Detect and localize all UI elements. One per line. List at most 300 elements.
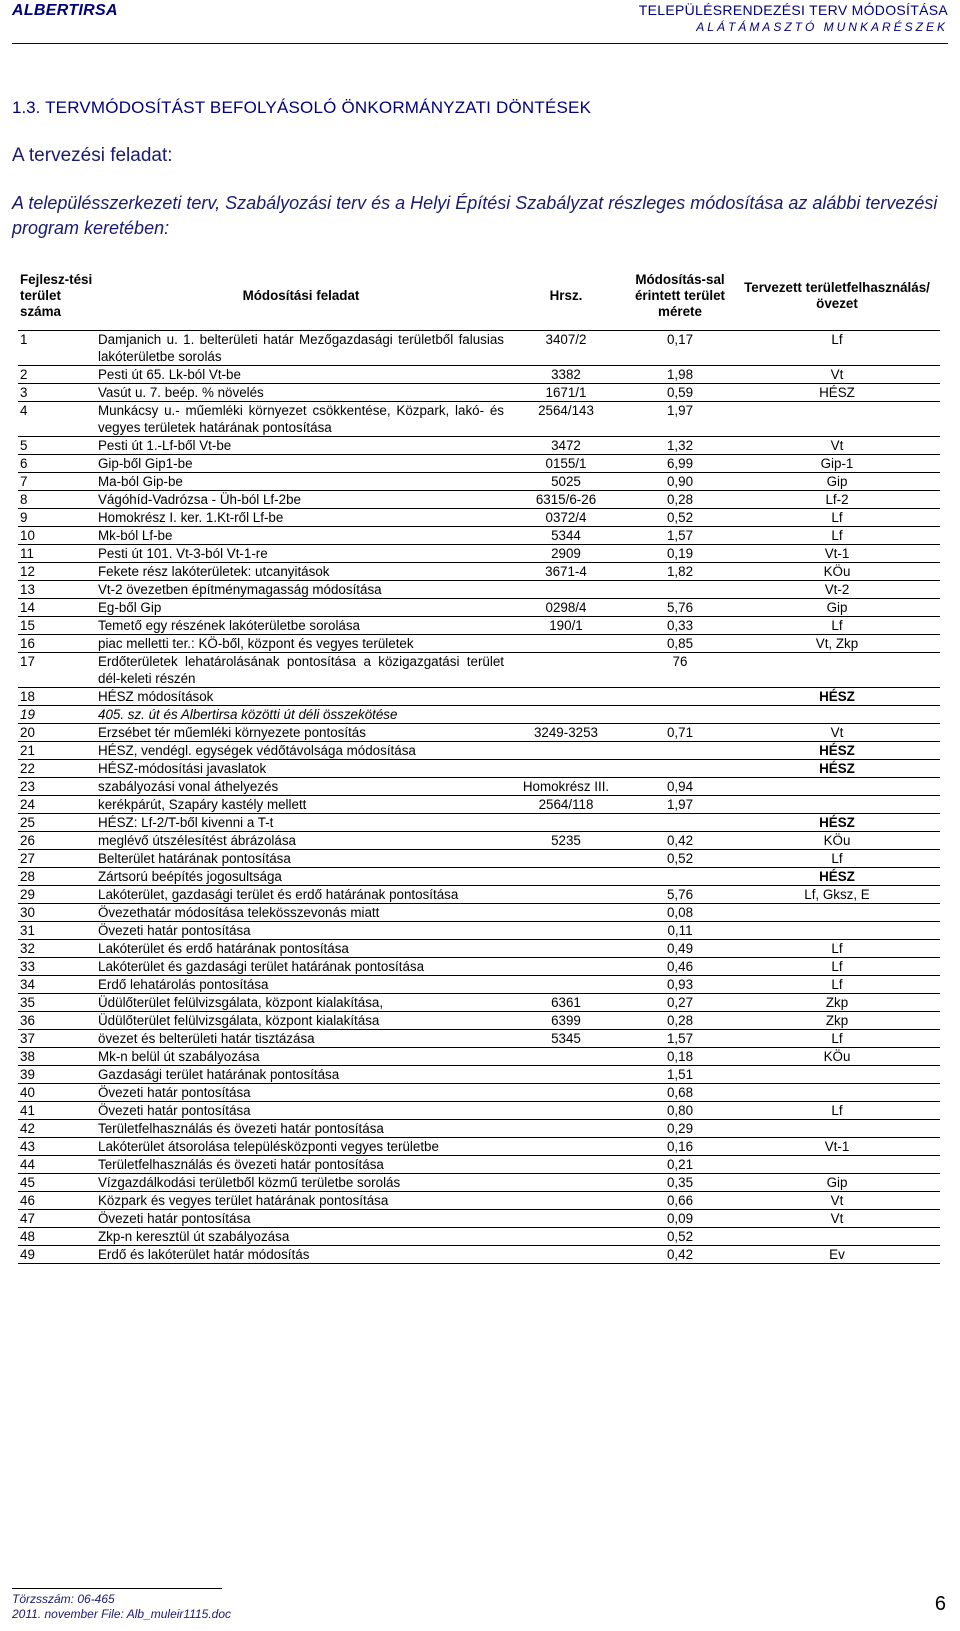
cell-hrsz xyxy=(506,1192,626,1210)
cell-hrsz xyxy=(506,976,626,994)
cell-area: 0,27 xyxy=(626,994,734,1012)
cell-task: Lakóterület, gazdasági terület és erdő határának pontosítása xyxy=(96,886,506,904)
cell-area: 0,52 xyxy=(626,1228,734,1246)
cell-landuse xyxy=(734,706,940,724)
cell-landuse: Lf-2 xyxy=(734,491,940,509)
cell-area: 1,97 xyxy=(626,796,734,814)
cell-task: Üdülőterület felülvizsgálata, központ kialakítása xyxy=(96,1012,506,1030)
cell-number: 49 xyxy=(18,1246,96,1264)
cell-area: 0,85 xyxy=(626,635,734,653)
page-number: 6 xyxy=(934,1593,946,1615)
cell-task: Erdőterületek lehatárolásának pontosítása a közigazgatási terület dél-keleti részén xyxy=(98,654,504,686)
cell-hrsz: 5235 xyxy=(506,832,626,850)
cell-task: Lakóterület és gazdasági terület határának pontosítása xyxy=(96,958,506,976)
cell-landuse: Lf xyxy=(734,617,940,635)
cell-number: 39 xyxy=(18,1066,96,1084)
cell-number: 1 xyxy=(18,331,96,366)
cell-number: 19 xyxy=(18,706,96,724)
table-row xyxy=(18,1048,940,1066)
cell-hrsz: 1671/1 xyxy=(506,384,626,402)
table-row xyxy=(18,545,940,563)
table-row xyxy=(18,1102,940,1120)
cell-number: 11 xyxy=(18,545,96,563)
cell-number: 12 xyxy=(18,563,96,581)
cell-task: 405. sz. út és Albertirsa közötti út déli összekötése xyxy=(96,706,506,724)
cell-area xyxy=(626,742,734,760)
cell-task: Erzsébet tér műemléki környezete pontosítás xyxy=(96,724,506,742)
cell-number: 42 xyxy=(18,1120,96,1138)
cell-area: 1,57 xyxy=(626,1030,734,1048)
cell-landuse: Lf xyxy=(734,976,940,994)
cell-task: Munkácsy u.- műemléki környezet csökkentése, Közpark, lakó- és vegyes területek határának pontosítása xyxy=(98,403,504,435)
cell-area: 0,52 xyxy=(626,850,734,868)
table-row xyxy=(18,366,940,384)
cell-task: Gazdasági terület határának pontosítása xyxy=(96,1066,506,1084)
cell-task: Erdő lehatárolás pontosítása xyxy=(96,976,506,994)
footer-divider xyxy=(12,1588,222,1589)
cell-number: 33 xyxy=(18,958,96,976)
cell-task: Mk-ból Lf-be xyxy=(96,527,506,545)
table-row xyxy=(18,1012,940,1030)
cell-landuse: Lf, Gksz, E xyxy=(734,886,940,904)
cell-number: 21 xyxy=(18,742,96,760)
cell-hrsz xyxy=(506,850,626,868)
cell-number: 24 xyxy=(18,796,96,814)
cell-landuse: HÉSZ xyxy=(734,814,940,832)
cell-landuse xyxy=(734,1120,940,1138)
cell-landuse: Ev xyxy=(734,1246,940,1264)
cell-landuse: Gip xyxy=(734,473,940,491)
cell-number: 46 xyxy=(18,1192,96,1210)
cell-area: 0,11 xyxy=(626,922,734,940)
cell-area: 0,68 xyxy=(626,1084,734,1102)
table-row xyxy=(18,706,940,724)
cell-landuse xyxy=(734,904,940,922)
cell-landuse xyxy=(734,653,940,688)
cell-hrsz: 190/1 xyxy=(506,617,626,635)
section-heading xyxy=(12,98,591,118)
table-header-row xyxy=(18,262,940,331)
cell-number: 36 xyxy=(18,1012,96,1030)
cell-hrsz: 3407/2 xyxy=(506,331,626,366)
cell-landuse: HÉSZ xyxy=(734,384,940,402)
cell-number: 44 xyxy=(18,1156,96,1174)
col-header-hrsz: Hrsz. xyxy=(506,262,626,331)
cell-task: Területfelhasználás és övezeti határ pontosítása xyxy=(96,1120,506,1138)
cell-landuse: Vt-1 xyxy=(734,1138,940,1156)
cell-task: Vágóhíd-Vadrózsa - Üh-ból Lf-2be xyxy=(96,491,506,509)
section-title: TERVMÓDOSÍTÁST BEFOLYÁSOLÓ ÖNKORMÁNYZATI DÖNTÉSEK xyxy=(45,98,592,117)
cell-area: 1,98 xyxy=(626,366,734,384)
cell-landuse: Vt xyxy=(734,437,940,455)
cell-landuse: Zkp xyxy=(734,994,940,1012)
cell-hrsz: 6399 xyxy=(506,1012,626,1030)
footer-registry-number: Törzsszám: 06-465 xyxy=(12,1592,115,1606)
cell-landuse: Lf xyxy=(734,331,940,366)
cell-area: 0,21 xyxy=(626,1156,734,1174)
cell-landuse xyxy=(734,1228,940,1246)
cell-hrsz: 6361 xyxy=(506,994,626,1012)
cell-number: 10 xyxy=(18,527,96,545)
table-row xyxy=(18,1246,940,1264)
cell-task: Vízgazdálkodási területből közmű területbe sorolás xyxy=(96,1174,506,1192)
cell-landuse: KÖu xyxy=(734,832,940,850)
cell-landuse: Vt xyxy=(734,724,940,742)
cell-landuse: Lf xyxy=(734,940,940,958)
cell-landuse: KÖu xyxy=(734,1048,940,1066)
cell-task: Fekete rész lakóterületek: utcanyitások xyxy=(96,563,506,581)
cell-number: 6 xyxy=(18,455,96,473)
cell-landuse: Lf xyxy=(734,1030,940,1048)
cell-area: 1,32 xyxy=(626,437,734,455)
cell-task: HÉSZ módosítások xyxy=(96,688,506,706)
footer-file-info: 2011. november File: Alb_muleir1115.doc xyxy=(12,1607,232,1621)
cell-hrsz: 3249-3253 xyxy=(506,724,626,742)
cell-task: Damjanich u. 1. belterületi határ Mezőgazdasági területből falusias lakóterületbe sorolás xyxy=(98,332,504,364)
cell-area: 0,17 xyxy=(626,331,734,366)
cell-hrsz xyxy=(506,958,626,976)
cell-area: 5,76 xyxy=(626,599,734,617)
cell-number: 48 xyxy=(18,1228,96,1246)
cell-hrsz xyxy=(506,814,626,832)
table-row xyxy=(18,868,940,886)
cell-hrsz xyxy=(506,760,626,778)
cell-hrsz xyxy=(506,904,626,922)
table-row xyxy=(18,832,940,850)
table-row xyxy=(18,796,940,814)
cell-hrsz: 2909 xyxy=(506,545,626,563)
cell-hrsz xyxy=(506,581,626,599)
table-row xyxy=(18,437,940,455)
cell-area: 0,33 xyxy=(626,617,734,635)
cell-hrsz xyxy=(506,688,626,706)
cell-hrsz xyxy=(506,886,626,904)
table-row xyxy=(18,581,940,599)
table-row xyxy=(18,635,940,653)
table-row xyxy=(18,331,940,366)
header-title-line2: ALÁTÁMASZTÓ MUNKARÉSZEK xyxy=(696,20,948,34)
cell-landuse: Lf xyxy=(734,509,940,527)
cell-area: 0,66 xyxy=(626,1192,734,1210)
table-row xyxy=(18,1030,940,1048)
cell-area xyxy=(626,814,734,832)
cell-task: HÉSZ, vendégl. egységek védőtávolsága módosítása xyxy=(96,742,506,760)
table-row xyxy=(18,760,940,778)
cell-hrsz xyxy=(506,1102,626,1120)
cell-hrsz: 3472 xyxy=(506,437,626,455)
cell-task: Mk-n belül út szabályozása xyxy=(96,1048,506,1066)
cell-hrsz: 5344 xyxy=(506,527,626,545)
cell-task: Erdő és lakóterület határ módosítás xyxy=(96,1246,506,1264)
cell-number: 27 xyxy=(18,850,96,868)
cell-hrsz: 0298/4 xyxy=(506,599,626,617)
cell-area: 0,93 xyxy=(626,976,734,994)
cell-task: Pesti út 101. Vt-3-ból Vt-1-re xyxy=(96,545,506,563)
table-row xyxy=(18,653,940,688)
header-divider xyxy=(12,43,948,44)
cell-number: 35 xyxy=(18,994,96,1012)
cell-area: 1,57 xyxy=(626,527,734,545)
cell-number: 45 xyxy=(18,1174,96,1192)
cell-task: piac melletti ter.: KÖ-ből, központ és vegyes területek xyxy=(96,635,506,653)
table-row xyxy=(18,742,940,760)
cell-number: 34 xyxy=(18,976,96,994)
cell-task: Pesti út 65. Lk-ból Vt-be xyxy=(96,366,506,384)
cell-number: 15 xyxy=(18,617,96,635)
table-row xyxy=(18,688,940,706)
cell-hrsz xyxy=(506,1156,626,1174)
cell-landuse: Vt-1 xyxy=(734,545,940,563)
cell-hrsz: 0155/1 xyxy=(506,455,626,473)
table-row xyxy=(18,563,940,581)
cell-number: 14 xyxy=(18,599,96,617)
cell-task: Területfelhasználás és övezeti határ pontosítása xyxy=(96,1156,506,1174)
table-row xyxy=(18,455,940,473)
table-row xyxy=(18,976,940,994)
cell-hrsz xyxy=(506,1246,626,1264)
cell-task: Üdülőterület felülvizsgálata, központ kialakítása, xyxy=(96,994,506,1012)
table-row xyxy=(18,509,940,527)
cell-task: Övezethatár módosítása telekösszevonás miatt xyxy=(96,904,506,922)
cell-task: Lakóterület átsorolása településközponti vegyes területbe xyxy=(96,1138,506,1156)
table-row xyxy=(18,1210,940,1228)
cell-number: 9 xyxy=(18,509,96,527)
cell-landuse: KÖu xyxy=(734,563,940,581)
cell-number: 23 xyxy=(18,778,96,796)
cell-task: Homokrész I. ker. 1.Kt-ről Lf-be xyxy=(96,509,506,527)
cell-hrsz xyxy=(506,922,626,940)
cell-number: 30 xyxy=(18,904,96,922)
cell-number: 2 xyxy=(18,366,96,384)
header-town-name: ALBERTIRSA xyxy=(12,2,118,19)
cell-area: 0,16 xyxy=(626,1138,734,1156)
cell-task: HÉSZ-módosítási javaslatok xyxy=(96,760,506,778)
cell-task: Temető egy részének lakóterületbe sorolása xyxy=(96,617,506,635)
cell-task: Közpark és vegyes terület határának pontosítása xyxy=(96,1192,506,1210)
cell-area: 0,42 xyxy=(626,1246,734,1264)
table-row xyxy=(18,886,940,904)
cell-number: 13 xyxy=(18,581,96,599)
cell-number: 26 xyxy=(18,832,96,850)
cell-task: Pesti út 1.-Lf-ből Vt-be xyxy=(96,437,506,455)
cell-hrsz xyxy=(506,1138,626,1156)
cell-hrsz: 2564/143 xyxy=(506,402,626,437)
cell-number: 16 xyxy=(18,635,96,653)
cell-task: Övezeti határ pontosítása xyxy=(96,1084,506,1102)
cell-task: Zkp-n keresztül út szabályozása xyxy=(96,1228,506,1246)
table-row xyxy=(18,599,940,617)
cell-area xyxy=(626,868,734,886)
table-row xyxy=(18,1156,940,1174)
table-row xyxy=(18,1084,940,1102)
cell-hrsz: 6315/6-26 xyxy=(506,491,626,509)
cell-hrsz xyxy=(506,635,626,653)
cell-area: 0,08 xyxy=(626,904,734,922)
cell-number: 40 xyxy=(18,1084,96,1102)
cell-number: 29 xyxy=(18,886,96,904)
table-row xyxy=(18,1228,940,1246)
cell-landuse: Lf xyxy=(734,958,940,976)
cell-area: 0,18 xyxy=(626,1048,734,1066)
cell-hrsz xyxy=(506,1228,626,1246)
modification-table xyxy=(18,262,940,1264)
cell-hrsz: 3382 xyxy=(506,366,626,384)
cell-landuse: Vt xyxy=(734,1210,940,1228)
cell-task: Övezeti határ pontosítása xyxy=(96,1210,506,1228)
cell-task: Eg-ből Gip xyxy=(96,599,506,617)
cell-area: 0,71 xyxy=(626,724,734,742)
cell-area: 6,99 xyxy=(626,455,734,473)
table-row xyxy=(18,1174,940,1192)
cell-hrsz: 5025 xyxy=(506,473,626,491)
cell-landuse xyxy=(734,1084,940,1102)
cell-landuse: Gip xyxy=(734,599,940,617)
cell-task: Övezeti határ pontosítása xyxy=(96,922,506,940)
cell-number: 17 xyxy=(18,653,96,688)
cell-task: Ma-ból Gip-be xyxy=(96,473,506,491)
table-row xyxy=(18,850,940,868)
cell-landuse: Lf xyxy=(734,527,940,545)
cell-landuse: Vt xyxy=(734,366,940,384)
table-row xyxy=(18,940,940,958)
cell-landuse xyxy=(734,402,940,437)
cell-task: övezet és belterületi határ tisztázása xyxy=(96,1030,506,1048)
cell-number: 28 xyxy=(18,868,96,886)
cell-area: 0,46 xyxy=(626,958,734,976)
header-title-line1: TELEPÜLÉSRENDEZÉSI TERV MÓDOSÍTÁSA xyxy=(638,2,948,18)
cell-area: 0,52 xyxy=(626,509,734,527)
cell-number: 4 xyxy=(18,402,96,437)
cell-landuse: Zkp xyxy=(734,1012,940,1030)
cell-hrsz: 3671-4 xyxy=(506,563,626,581)
cell-landuse: HÉSZ xyxy=(734,868,940,886)
cell-number: 7 xyxy=(18,473,96,491)
cell-landuse: Gip xyxy=(734,1174,940,1192)
cell-number: 47 xyxy=(18,1210,96,1228)
table-body xyxy=(18,331,940,1264)
task-intro: A településszerkezeti terv, Szabályozási terv és a Helyi Építési Szabályzat részleges módosítása az alábbi tervezési program keretében: xyxy=(12,193,938,238)
cell-area: 1,51 xyxy=(626,1066,734,1084)
cell-task: Belterület határának pontosítása xyxy=(96,850,506,868)
cell-hrsz xyxy=(506,940,626,958)
cell-hrsz xyxy=(506,742,626,760)
cell-area: 0,42 xyxy=(626,832,734,850)
cell-area xyxy=(626,760,734,778)
table-row xyxy=(18,994,940,1012)
cell-hrsz xyxy=(506,706,626,724)
col-header-landuse: Tervezett területfelhasználás/ övezet xyxy=(734,262,940,331)
cell-area: 0,19 xyxy=(626,545,734,563)
cell-area: 76 xyxy=(626,653,734,688)
table-row xyxy=(18,402,940,437)
cell-task: kerékpárút, Szapáry kastély mellett xyxy=(96,796,506,814)
table-row xyxy=(18,491,940,509)
header-document-title xyxy=(639,2,948,34)
cell-number: 22 xyxy=(18,760,96,778)
cell-area: 0,28 xyxy=(626,1012,734,1030)
cell-area: 0,94 xyxy=(626,778,734,796)
table-row xyxy=(18,814,940,832)
cell-number: 31 xyxy=(18,922,96,940)
cell-hrsz: 0372/4 xyxy=(506,509,626,527)
cell-hrsz xyxy=(506,1210,626,1228)
cell-task: szabályozási vonal áthelyezés xyxy=(96,778,506,796)
cell-task: Vasút u. 7. beép. % növelés xyxy=(96,384,506,402)
table-row xyxy=(18,904,940,922)
cell-number: 37 xyxy=(18,1030,96,1048)
cell-area xyxy=(626,688,734,706)
col-header-task: Módosítási feladat xyxy=(96,262,506,331)
table-row xyxy=(18,617,940,635)
table-row xyxy=(18,778,940,796)
task-title: A tervezési feladat: xyxy=(12,145,173,166)
cell-task: meglévő útszélesítést ábrázolása xyxy=(96,832,506,850)
cell-task: Zártsorú beépítés jogosultsága xyxy=(96,868,506,886)
cell-landuse xyxy=(734,778,940,796)
cell-landuse: HÉSZ xyxy=(734,760,940,778)
cell-number: 5 xyxy=(18,437,96,455)
cell-task: HÉSZ: Lf-2/T-ből kivenni a T-t xyxy=(96,814,506,832)
table-row xyxy=(18,724,940,742)
cell-hrsz xyxy=(506,653,626,688)
cell-hrsz xyxy=(506,868,626,886)
cell-area: 0,29 xyxy=(626,1120,734,1138)
table-row xyxy=(18,1138,940,1156)
table-row xyxy=(18,958,940,976)
cell-hrsz xyxy=(506,1084,626,1102)
table-row xyxy=(18,1192,940,1210)
table-row xyxy=(18,527,940,545)
cell-landuse: Lf xyxy=(734,850,940,868)
table-row xyxy=(18,1066,940,1084)
cell-area xyxy=(626,581,734,599)
cell-landuse: Vt, Zkp xyxy=(734,635,940,653)
table-row xyxy=(18,922,940,940)
col-header-number: Fejlesz-tési terület száma xyxy=(18,262,96,331)
cell-number: 38 xyxy=(18,1048,96,1066)
cell-number: 43 xyxy=(18,1138,96,1156)
cell-landuse xyxy=(734,922,940,940)
cell-landuse: HÉSZ xyxy=(734,742,940,760)
cell-area xyxy=(626,706,734,724)
cell-hrsz xyxy=(506,1120,626,1138)
cell-area: 0,09 xyxy=(626,1210,734,1228)
cell-number: 18 xyxy=(18,688,96,706)
table-row xyxy=(18,1120,940,1138)
cell-area: 1,82 xyxy=(626,563,734,581)
cell-area: 0,28 xyxy=(626,491,734,509)
cell-area: 0,59 xyxy=(626,384,734,402)
cell-hrsz xyxy=(506,1066,626,1084)
cell-hrsz xyxy=(506,1048,626,1066)
cell-number: 41 xyxy=(18,1102,96,1120)
cell-number: 20 xyxy=(18,724,96,742)
cell-hrsz: 2564/118 xyxy=(506,796,626,814)
cell-number: 25 xyxy=(18,814,96,832)
table-row xyxy=(18,384,940,402)
table-row xyxy=(18,473,940,491)
cell-area: 1,97 xyxy=(626,402,734,437)
cell-landuse: Gip-1 xyxy=(734,455,940,473)
cell-landuse xyxy=(734,1066,940,1084)
cell-area: 0,35 xyxy=(626,1174,734,1192)
cell-hrsz: 5345 xyxy=(506,1030,626,1048)
cell-task: Gip-ből Gip1-be xyxy=(96,455,506,473)
cell-area: 5,76 xyxy=(626,886,734,904)
cell-number: 3 xyxy=(18,384,96,402)
cell-landuse: HÉSZ xyxy=(734,688,940,706)
cell-landuse xyxy=(734,796,940,814)
